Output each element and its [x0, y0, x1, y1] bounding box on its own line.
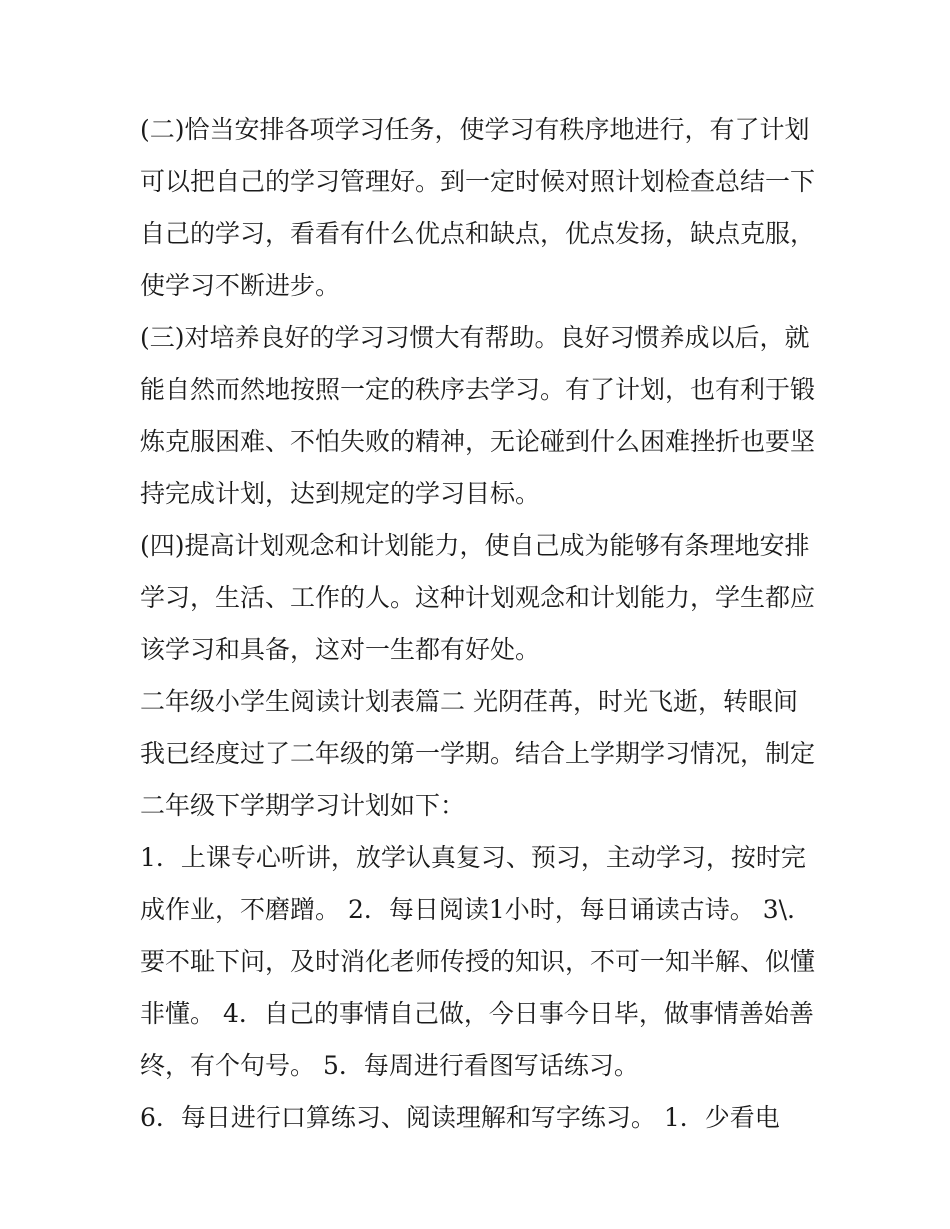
- text-line: 可以把自己的学习管理好。到一定时候对照计划检查总结一下: [140, 167, 816, 196]
- text-line: 我已经度过了二年级的第一学期。结合上学期学习情况，制定: [140, 739, 816, 768]
- text-line: 1．上课专心听讲，放学认真复习、预习，主动学习，按时完: [140, 843, 806, 872]
- text-line: 学习，生活、工作的人。这种计划观念和计划能力，学生都应: [140, 583, 816, 612]
- text-line: 使学习不断进步。: [140, 271, 341, 300]
- text-line: (四)提高计划观念和计划能力，使自己成为能够有条理地安排: [140, 531, 810, 560]
- document-body: [140, 104, 820, 1144]
- text-line: 6．每日进行口算练习、阅读理解和写字练习。 1．少看电: [140, 1103, 780, 1132]
- text-line: 终，有个句号。 5．每周进行看图写话练习。: [140, 1051, 639, 1080]
- text-line: 自己的学习，看看有什么优点和缺点，优点发扬，缺点克服，: [140, 219, 816, 248]
- text-line: 成作业，不磨蹭。 2．每日阅读1小时，每日诵读古诗。 3\.: [140, 895, 795, 924]
- text-line: 该学习和具备，这对一生都有好处。: [140, 635, 541, 664]
- text-line: 持完成计划，达到规定的学习目标。: [140, 479, 541, 508]
- text-line: 二年级小学生阅读计划表篇二 光阴荏苒，时光飞逝，转眼间: [140, 687, 798, 716]
- text-line: (三)对培养良好的学习习惯大有帮助。良好习惯养成以后，就: [140, 323, 810, 352]
- text-line: 能自然而然地按照一定的秩序去学习。有了计划，也有利于锻: [140, 375, 816, 404]
- text-line: 炼克服困难、不怕失败的精神，无论碰到什么困难挫折也要坚: [140, 427, 816, 456]
- text-line: 非懂。 4．自己的事情自己做，今日事今日毕，做事情善始善: [140, 999, 814, 1028]
- text-line: (二)恰当安排各项学习任务，使学习有秩序地进行，有了计划: [140, 115, 810, 144]
- text-line: 二年级下学期学习计划如下：: [140, 791, 466, 820]
- text-line: 要不耻下问，及时消化老师传授的知识，不可一知半解、似懂: [140, 947, 816, 976]
